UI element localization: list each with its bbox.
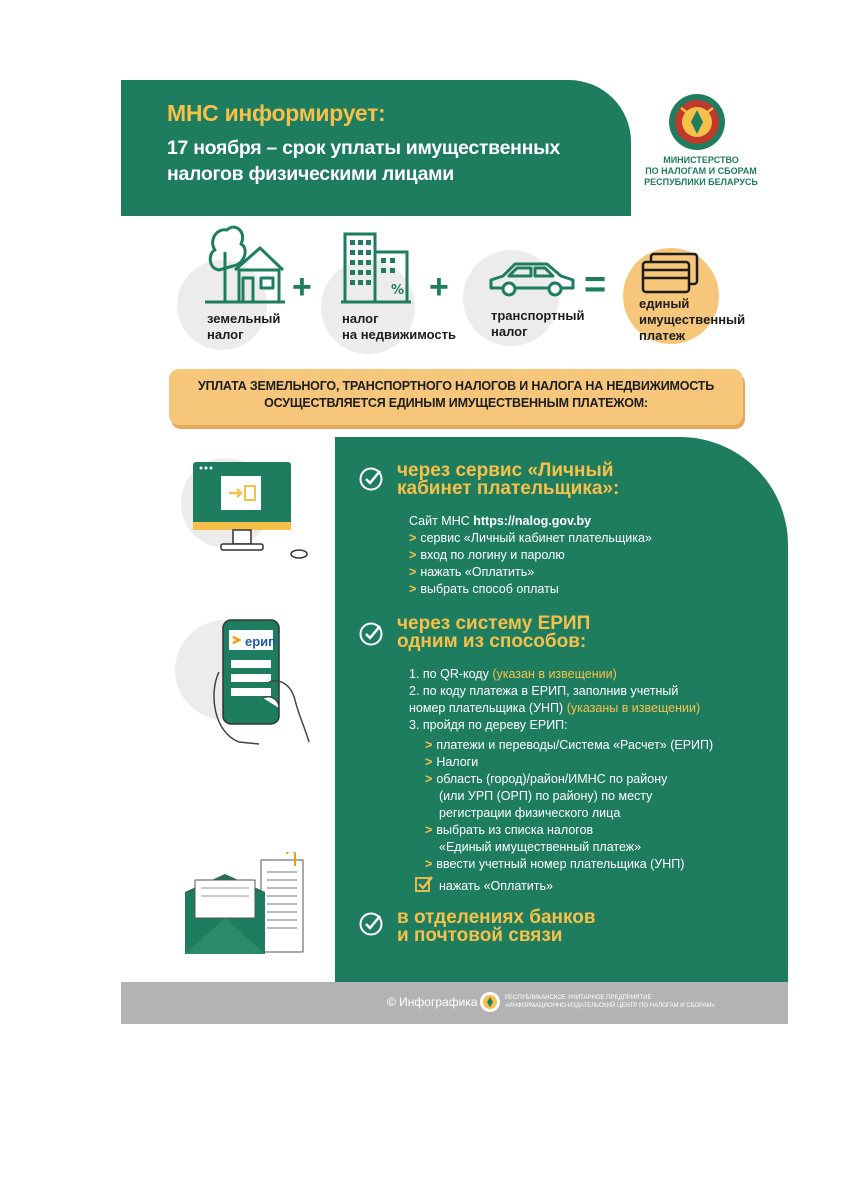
svg-text:%: %: [391, 283, 405, 298]
plus-sign: +: [292, 268, 312, 306]
checkbox-icon: [415, 875, 433, 893]
erip-step: 2. по коду платежа в ЕРИП, заполнив учетный: [409, 684, 679, 698]
tree-item: > область (город)/район/ИМНС по району: [425, 772, 668, 786]
check-circle-icon: [359, 912, 383, 936]
building-icon: [341, 228, 411, 304]
site-line: Сайт МНС https://nalog.gov.by: [409, 514, 592, 528]
tree-item: > платежи и переводы/Система «Расчет» (ЕРИП): [425, 738, 714, 752]
section-title-line: кабинет плательщика»:: [397, 478, 620, 499]
section-title-line: через сервис «Личный: [397, 460, 614, 481]
erip-logo: ерип: [245, 634, 277, 649]
publisher-logo-icon: [479, 991, 501, 1013]
site-link[interactable]: https://nalog.gov.by: [473, 514, 592, 528]
list-item: > сервис «Личный кабинет плательщика»: [409, 531, 652, 545]
emblem-icon: [667, 92, 727, 152]
subtitle-line: налогов физическими лицами: [167, 163, 454, 185]
land-tax-label: [207, 311, 280, 343]
header-title: МНС информирует:: [167, 100, 386, 126]
section-banks-title: [397, 909, 596, 945]
header-subtitle: [167, 135, 560, 187]
ministry-name: [641, 155, 761, 188]
tree-item: > ввести учетный номер плательщика (УНП): [425, 857, 685, 871]
envelope-icon: [183, 852, 305, 956]
payment-methods-panel: [335, 437, 788, 982]
tax-label-line: налог: [491, 324, 528, 339]
footer: [121, 982, 788, 1024]
ministry-line: РЕСПУБЛИКИ БЕЛАРУСЬ: [644, 177, 758, 187]
tax-label-line: платеж: [639, 328, 685, 343]
tax-label-line: на недвижимость: [342, 327, 457, 342]
section-title-line: одним из способов:: [397, 631, 587, 652]
list-item: > нажать «Оплатить»: [409, 565, 535, 579]
phone-icon: [209, 612, 319, 752]
erip-step: 1. по QR-коду (указан в извещении): [409, 667, 617, 681]
section-title-line: в отделениях банков: [397, 907, 596, 928]
tree-item: > выбрать из списка налогов: [425, 823, 594, 837]
final-step: нажать «Оплатить»: [439, 879, 553, 893]
banner-line: ОСУЩЕСТВЛЯЕТСЯ ЕДИНЫМ ИМУЩЕСТВЕННЫМ ПЛАТЕЖОМ:: [264, 396, 648, 410]
plus-sign: +: [429, 268, 449, 306]
publisher-name: [505, 994, 715, 1010]
ministry-line: МИНИСТЕРСТВО: [663, 155, 739, 165]
erip-step: 3. пройдя по дереву ЕРИП:: [409, 718, 568, 732]
transport-tax-label: [491, 308, 585, 340]
publisher-line: РЕСПУБЛИКАНСКОЕ УНИТАРНОЕ ПРЕДПРИЯТИЕ: [505, 995, 652, 1001]
section-title-line: и почтовой связи: [397, 925, 563, 946]
header-banner: [121, 80, 631, 216]
card-icon: [641, 252, 699, 296]
check-circle-icon: [359, 622, 383, 646]
house-icon: [205, 222, 285, 304]
check-circle-icon: [359, 467, 383, 491]
computer-icon: [191, 460, 311, 564]
erip-step: номер плательщика (УНП) (указаны в извещении): [409, 701, 701, 715]
realty-tax-label: [342, 311, 456, 343]
equals-sign: =: [584, 264, 607, 306]
list-item: > выбрать способ оплаты: [409, 582, 559, 596]
tax-label-line: налог: [342, 311, 379, 326]
tax-label-line: земельный: [207, 311, 281, 326]
tree-item-cont: «Единый имущественный платеж»: [439, 840, 642, 854]
ministry-line: ПО НАЛОГАМ И СБОРАМ: [645, 166, 757, 176]
unified-payment-label: [639, 296, 745, 344]
unified-payment-banner: [169, 369, 743, 425]
publisher-line: «ИНФОРМАЦИОННО-ИЗДАТЕЛЬСКИЙ ЦЕНТР ПО НАЛОГАМ И СБОРАМ»: [505, 1003, 716, 1009]
tax-label-line: имущественный: [639, 312, 746, 327]
banner-line: УПЛАТА ЗЕМЕЛЬНОГО, ТРАНСПОРТНОГО НАЛОГОВ И НАЛОГА НА НЕДВИЖИМОСТЬ: [198, 379, 714, 393]
subtitle-line: 17 ноября – срок уплаты имущественных: [167, 137, 560, 159]
car-icon: [487, 258, 577, 300]
tree-item: > Налоги: [425, 755, 479, 769]
list-item: > вход по логину и паролю: [409, 548, 565, 562]
tree-item-cont: регистрации физического лица: [439, 806, 621, 820]
infographic-poster: [121, 80, 788, 1024]
tree-item-cont: (или УРП (ОРП) по району) по месту: [439, 789, 653, 803]
tax-label-line: единый: [639, 296, 690, 311]
tax-label-line: налог: [207, 327, 244, 342]
section-erip-title: [397, 615, 590, 651]
banner-text: [169, 378, 743, 412]
section-title-line: через систему ЕРИП: [397, 613, 591, 634]
infographic-credit: © Инфографика: [387, 995, 478, 1009]
tax-label-line: транспортный: [491, 308, 585, 323]
section-lk-title: [397, 462, 619, 498]
